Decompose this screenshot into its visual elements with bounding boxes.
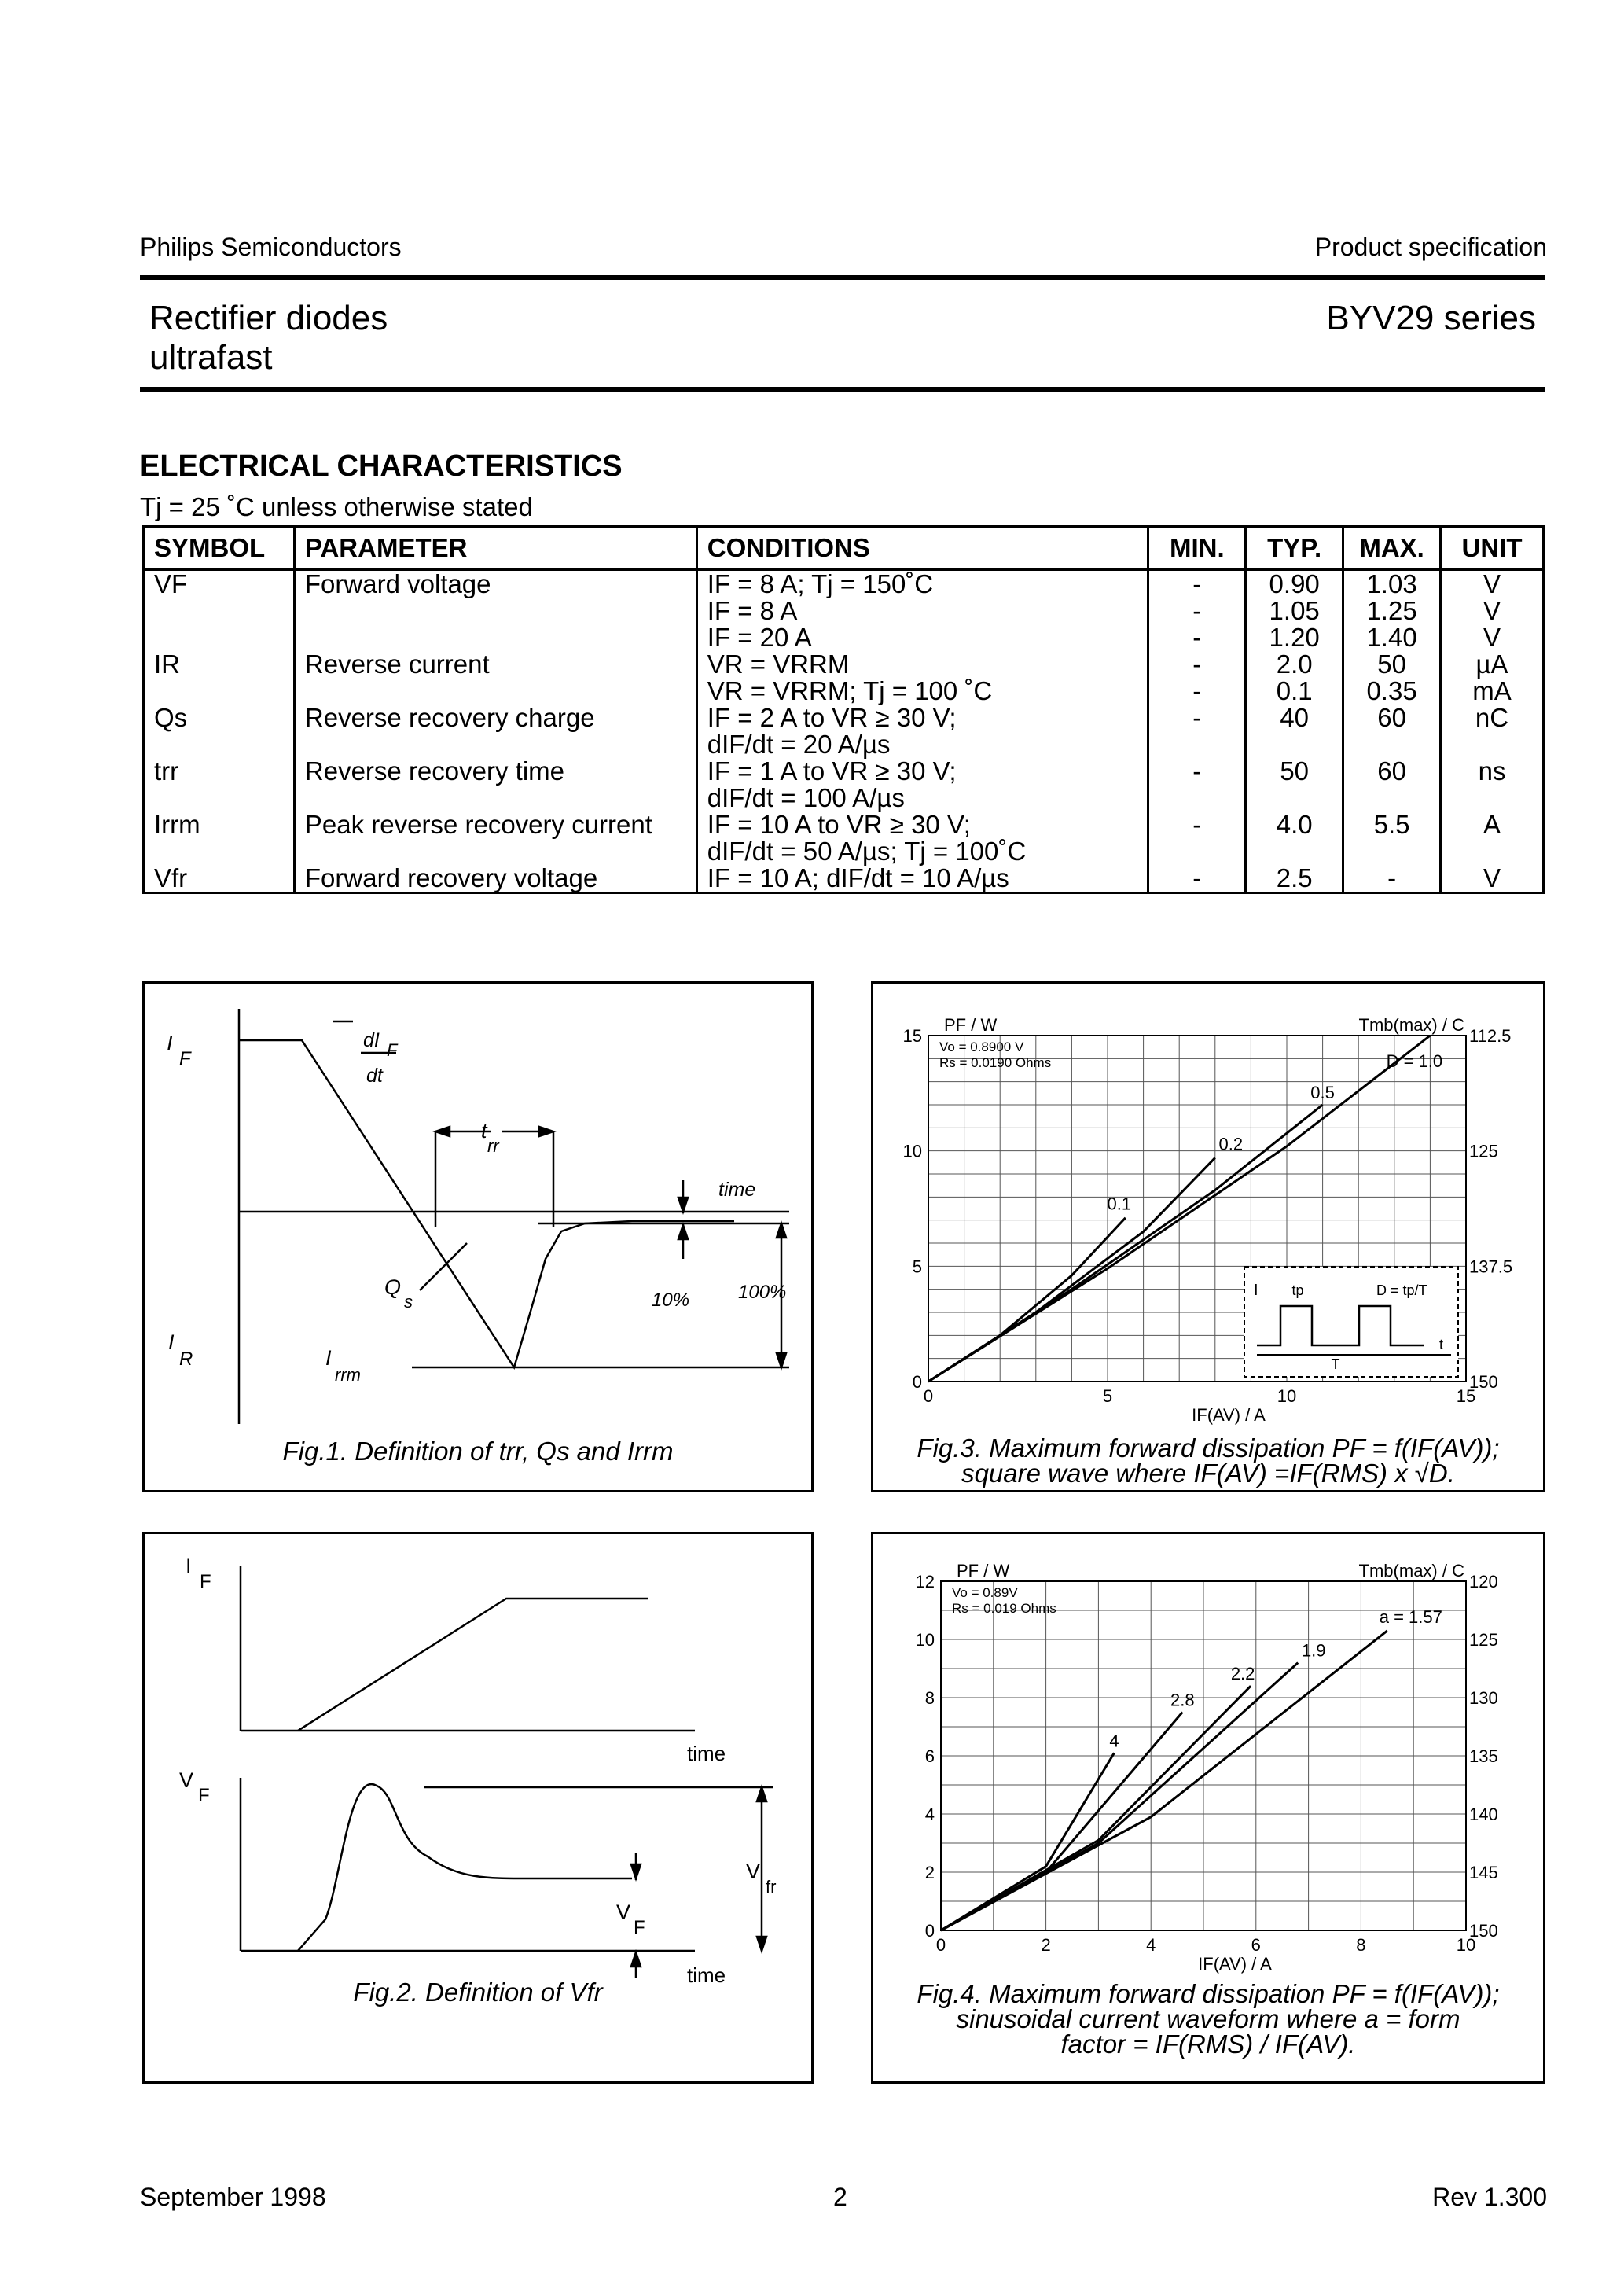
fig4-ytick-label: 12: [915, 1572, 935, 1591]
cell-min: [1148, 865, 1246, 893]
fig2-box: [142, 1532, 814, 2084]
typ-line: 50: [1280, 756, 1310, 786]
min-line: -: [1192, 569, 1202, 598]
unit-line: V: [1483, 623, 1501, 652]
table-row: [144, 811, 1544, 865]
footer-date: September 1998: [140, 2183, 326, 2211]
table-row: [144, 758, 1544, 811]
header-doc-type: Product specification: [1314, 233, 1547, 261]
fig3-y2tick-label: 137.5: [1469, 1257, 1513, 1277]
fig4-y2tick-label: 140: [1469, 1805, 1498, 1824]
svg-text:s: s: [404, 1292, 413, 1312]
cell-symbol: IR: [144, 651, 295, 705]
table-row: [144, 651, 1544, 705]
fig2-time1: time: [687, 1742, 726, 1765]
min-line: -: [1192, 596, 1202, 625]
max-line: 1.40: [1366, 623, 1417, 652]
fig4-chart: [873, 1534, 1543, 1982]
fig4-xtick-label: 8: [1356, 1935, 1366, 1955]
cell-symbol: trr: [144, 758, 295, 811]
fig3-series-label: 0.5: [1310, 1083, 1335, 1102]
max-line: 50: [1377, 649, 1406, 679]
table-row: [144, 705, 1544, 758]
cell-typ: [1246, 705, 1343, 758]
fig4-xtick-label: 4: [1146, 1935, 1156, 1955]
fig4-caption-2: sinusoidal current waveform where a = form: [956, 2004, 1460, 2033]
cell-conditions: [696, 705, 1148, 758]
fig3-inset-tp: tp: [1291, 1282, 1304, 1298]
header-rule: [140, 275, 1545, 280]
cell-min: [1148, 570, 1246, 652]
cell-unit: [1441, 758, 1544, 811]
fig4-caption-3: factor = IF(RMS) / IF(AV).: [1060, 2029, 1356, 2059]
svg-text:rr: rr: [487, 1136, 499, 1156]
fig3-annotation: Rs = 0.0190 Ohms: [939, 1055, 1052, 1070]
table-row: [144, 570, 1544, 652]
fig4-ytick-label: 2: [924, 1863, 935, 1882]
conditions-line: VR = VRRM; Tj = 100 ˚C: [707, 676, 993, 705]
fig3-inset-T: T: [1331, 1356, 1340, 1372]
max-line: -: [1387, 863, 1397, 892]
fig4-y2tick-label: 120: [1469, 1572, 1498, 1591]
conditions-line: dIF/dt = 50 A/µs; Tj = 100˚C: [707, 837, 1027, 866]
typ-line: 0.90: [1269, 569, 1320, 598]
fig4-y2tick-label: 145: [1469, 1863, 1498, 1882]
min-line: -: [1192, 703, 1202, 732]
fig4-ylabel: PF / W: [957, 1561, 1010, 1580]
unit-line: V: [1483, 569, 1501, 598]
fig4-series-label: 4: [1109, 1731, 1119, 1751]
cell-unit: [1441, 705, 1544, 758]
col-max: MAX.: [1343, 527, 1441, 570]
unit-line: V: [1483, 863, 1501, 892]
fig4-series-line: [941, 1631, 1387, 1930]
min-line: -: [1192, 810, 1202, 839]
fig2-vf2-label: V: [616, 1900, 631, 1924]
fig4-ytick-label: 4: [924, 1805, 935, 1824]
fig3-chart: [873, 984, 1543, 1432]
fig4-series-label: a = 1.57: [1379, 1606, 1442, 1627]
svg-text:dt: dt: [366, 1065, 383, 1087]
fig3-ytick-label: 5: [912, 1257, 922, 1277]
fig4-series-label: 2.8: [1170, 1690, 1195, 1710]
cell-parameter: Reverse recovery time: [294, 758, 696, 811]
fig2-diagram: [145, 1534, 811, 2022]
section-condition: Tj = 25 ˚C unless otherwise stated: [140, 492, 533, 521]
table-header-row: [144, 527, 1544, 570]
fig4-y2tick-label: 135: [1469, 1746, 1498, 1766]
footer-rev: Rev 1.300: [1432, 2183, 1547, 2211]
cell-parameter: Forward voltage: [294, 570, 696, 652]
fig3-xlabel: IF(AV) / A: [1192, 1405, 1266, 1425]
conditions-line: IF = 2 A to VR ≥ 30 V;: [707, 703, 957, 732]
cell-conditions: [696, 758, 1148, 811]
fig4-xlabel: IF(AV) / A: [1198, 1954, 1272, 1974]
svg-text:F: F: [179, 1048, 191, 1069]
section-heading: ELECTRICAL CHARACTERISTICS: [140, 450, 623, 483]
svg-text:dI: dI: [363, 1029, 380, 1051]
fig1-100pct: 100%: [738, 1282, 787, 1303]
conditions-line: dIF/dt = 20 A/µs: [707, 730, 891, 759]
fig4-series-label: 1.9: [1301, 1640, 1326, 1661]
fig3-y2tick-label: 150: [1469, 1372, 1498, 1392]
fig2-time2: time: [687, 1963, 726, 1987]
max-line: 0.35: [1366, 676, 1417, 705]
conditions-line: IF = 1 A to VR ≥ 30 V;: [707, 756, 957, 786]
typ-line: 1.20: [1269, 623, 1320, 652]
fig4-annotation: Rs = 0.019 Ohms: [952, 1601, 1056, 1616]
cell-min: [1148, 651, 1246, 705]
fig4-series-line: [941, 1713, 1182, 1931]
cell-symbol: VF: [144, 570, 295, 652]
fig3-xtick-label: 5: [1102, 1386, 1113, 1406]
fig2-vfr-label: V: [746, 1860, 761, 1883]
unit-line: mA: [1472, 676, 1512, 705]
cell-max: [1343, 758, 1441, 811]
conditions-line: IF = 8 A: [707, 596, 798, 625]
conditions-line: IF = 10 A; dIF/dt = 10 A/µs: [707, 863, 1009, 892]
typ-line: 1.05: [1269, 596, 1320, 625]
fig3-series-line: [928, 1218, 1126, 1382]
cell-typ: [1246, 865, 1343, 893]
fig1-qs-label: Q: [384, 1275, 402, 1299]
fig1-irrm-label: I: [325, 1346, 332, 1370]
conditions-line: IF = 20 A: [707, 623, 812, 652]
fig4-xtick-label: 6: [1251, 1935, 1261, 1955]
typ-line: 2.5: [1276, 863, 1313, 892]
fig3-annotation: Vo = 0.8900 V: [939, 1039, 1024, 1054]
typ-line: 0.1: [1276, 676, 1313, 705]
fig2-vf-label: V: [179, 1768, 194, 1792]
col-parameter: PARAMETER: [294, 527, 696, 570]
fig3-caption-1: Fig.3. Maximum forward dissipation PF = f(IF(AV));: [917, 1433, 1500, 1463]
fig4-series-line: [941, 1663, 1298, 1930]
cell-typ: [1246, 758, 1343, 811]
cell-parameter: Reverse recovery charge: [294, 705, 696, 758]
cell-conditions: [696, 811, 1148, 865]
min-line: -: [1192, 623, 1202, 652]
fig2-caption: Fig.2. Definition of Vfr: [353, 1978, 603, 2007]
svg-text:F: F: [387, 1040, 398, 1060]
fig4-xtick-label: 0: [935, 1935, 946, 1955]
max-line: 1.03: [1366, 569, 1417, 598]
fig4-box: [871, 1532, 1545, 2084]
conditions-line: dIF/dt = 100 A/µs: [707, 783, 905, 812]
title-series: BYV29 series: [1326, 299, 1536, 337]
conditions-line: IF = 8 A; Tj = 150˚C: [707, 569, 934, 598]
fig1-ir-label: I: [168, 1330, 175, 1354]
svg-text:fr: fr: [766, 1877, 777, 1897]
min-line: -: [1192, 863, 1202, 892]
min-line: -: [1192, 676, 1202, 705]
fig3-xtick-label: 15: [1456, 1386, 1476, 1406]
fig3-ylabel: PF / W: [944, 1015, 998, 1035]
fig4-ytick-label: 0: [924, 1921, 935, 1941]
fig4-series-line: [941, 1686, 1251, 1930]
fig1-time-label: time: [718, 1179, 756, 1201]
col-unit: UNIT: [1441, 527, 1544, 570]
fig3-series-label: 0.2: [1218, 1134, 1244, 1154]
cell-parameter: Forward recovery voltage: [294, 865, 696, 893]
title-line1: Rectifier diodes: [149, 299, 388, 337]
unit-line: V: [1483, 596, 1501, 625]
fig1-trr-label: t: [481, 1119, 487, 1142]
min-line: -: [1192, 649, 1202, 679]
fig3-series-label: D = 1.0: [1386, 1051, 1443, 1071]
fig4-annotation: Vo = 0.89V: [952, 1585, 1018, 1600]
title-line2: ultrafast: [149, 338, 273, 377]
unit-line: ns: [1478, 756, 1506, 786]
fig4-y2label: Tmb(max) / C: [1358, 1561, 1464, 1580]
fig3-box: [871, 981, 1545, 1492]
fig3-inset-d: D = tp/T: [1376, 1282, 1427, 1298]
max-line: 1.25: [1366, 596, 1417, 625]
fig4-series-line: [941, 1753, 1114, 1930]
cell-symbol: Irrm: [144, 811, 295, 865]
fig4-y2tick-label: 125: [1469, 1630, 1498, 1650]
min-line: -: [1192, 756, 1202, 786]
cell-min: [1148, 758, 1246, 811]
fig1-caption: Fig.1. Definition of trr, Qs and Irrm: [282, 1437, 674, 1466]
fig3-y2label: Tmb(max) / C: [1358, 1015, 1464, 1035]
unit-line: nC: [1475, 703, 1509, 732]
conditions-line: IF = 10 A to VR ≥ 30 V;: [707, 810, 971, 839]
cell-max: [1343, 865, 1441, 893]
cell-typ: [1246, 811, 1343, 865]
cell-max: [1343, 651, 1441, 705]
cell-min: [1148, 705, 1246, 758]
cell-unit: [1441, 811, 1544, 865]
fig3-caption-2: square wave where IF(AV) =IF(RMS) x √D.: [961, 1459, 1455, 1488]
col-typ: TYP.: [1246, 527, 1343, 570]
fig4-ytick-label: 6: [924, 1746, 935, 1766]
col-min: MIN.: [1148, 527, 1246, 570]
fig4-y2tick-label: 130: [1469, 1688, 1498, 1708]
footer-page: 2: [833, 2183, 847, 2211]
fig3-xtick-label: 0: [923, 1386, 934, 1406]
unit-line: µA: [1475, 649, 1508, 679]
max-line: 60: [1377, 756, 1406, 786]
svg-text:R: R: [179, 1349, 193, 1370]
col-symbol: SYMBOL: [144, 527, 295, 570]
fig3-ytick-label: 10: [902, 1141, 922, 1161]
fig2-if-label: I: [186, 1555, 192, 1578]
fig3-ytick-label: 0: [912, 1372, 922, 1392]
conditions-line: VR = VRRM: [707, 649, 850, 679]
col-conditions: CONDITIONS: [696, 527, 1148, 570]
fig4-ytick-label: 10: [915, 1630, 935, 1650]
cell-unit: [1441, 865, 1544, 893]
fig3-ytick-label: 15: [902, 1026, 922, 1046]
cell-symbol: Qs: [144, 705, 295, 758]
cell-unit: [1441, 570, 1544, 652]
max-line: 5.5: [1373, 810, 1410, 839]
fig4-ytick-label: 8: [924, 1688, 935, 1708]
fig4-xtick-label: 2: [1041, 1935, 1051, 1955]
svg-text:F: F: [200, 1571, 211, 1592]
cell-conditions: [696, 865, 1148, 893]
fig1-if-label: I: [167, 1032, 173, 1055]
fig3-series-label: 0.1: [1107, 1194, 1132, 1214]
cell-unit: [1441, 651, 1544, 705]
fig4-y2tick-label: 150: [1469, 1921, 1498, 1941]
max-line: 60: [1377, 703, 1406, 732]
fig4-xtick-label: 10: [1456, 1935, 1476, 1955]
header-company: Philips Semiconductors: [140, 233, 402, 261]
fig1-box: [142, 981, 814, 1492]
cell-max: [1343, 570, 1441, 652]
table-row: [144, 865, 1544, 893]
cell-typ: [1246, 651, 1343, 705]
cell-conditions: [696, 651, 1148, 705]
fig4-caption-1: Fig.4. Maximum forward dissipation PF = f(IF(AV));: [917, 1979, 1500, 2008]
fig3-xtick-label: 10: [1277, 1386, 1297, 1406]
cell-min: [1148, 811, 1246, 865]
fig4-series-label: 2.2: [1230, 1664, 1255, 1684]
cell-max: [1343, 811, 1441, 865]
electrical-characteristics-table: [142, 525, 1545, 894]
cell-max: [1343, 705, 1441, 758]
fig3-inset-taxis: t: [1439, 1337, 1444, 1352]
cell-parameter: Reverse current: [294, 651, 696, 705]
cell-symbol: Vfr: [144, 865, 295, 893]
typ-line: 2.0: [1276, 649, 1313, 679]
cell-parameter: Peak reverse recovery current: [294, 811, 696, 865]
fig1-10pct: 10%: [652, 1290, 690, 1311]
fig3-y2tick-label: 125: [1469, 1141, 1498, 1161]
fig1-diagram: [145, 984, 811, 1490]
svg-text:F: F: [198, 1785, 210, 1806]
fig3-inset-i: I: [1254, 1282, 1258, 1299]
title-rule: [140, 387, 1545, 392]
svg-text:F: F: [634, 1917, 645, 1938]
svg-text:rrm: rrm: [335, 1365, 361, 1385]
typ-line: 40: [1280, 703, 1310, 732]
fig3-y2tick-label: 112.5: [1469, 1026, 1512, 1046]
typ-line: 4.0: [1276, 810, 1313, 839]
cell-typ: [1246, 570, 1343, 652]
cell-conditions: [696, 570, 1148, 652]
unit-line: A: [1483, 810, 1501, 839]
